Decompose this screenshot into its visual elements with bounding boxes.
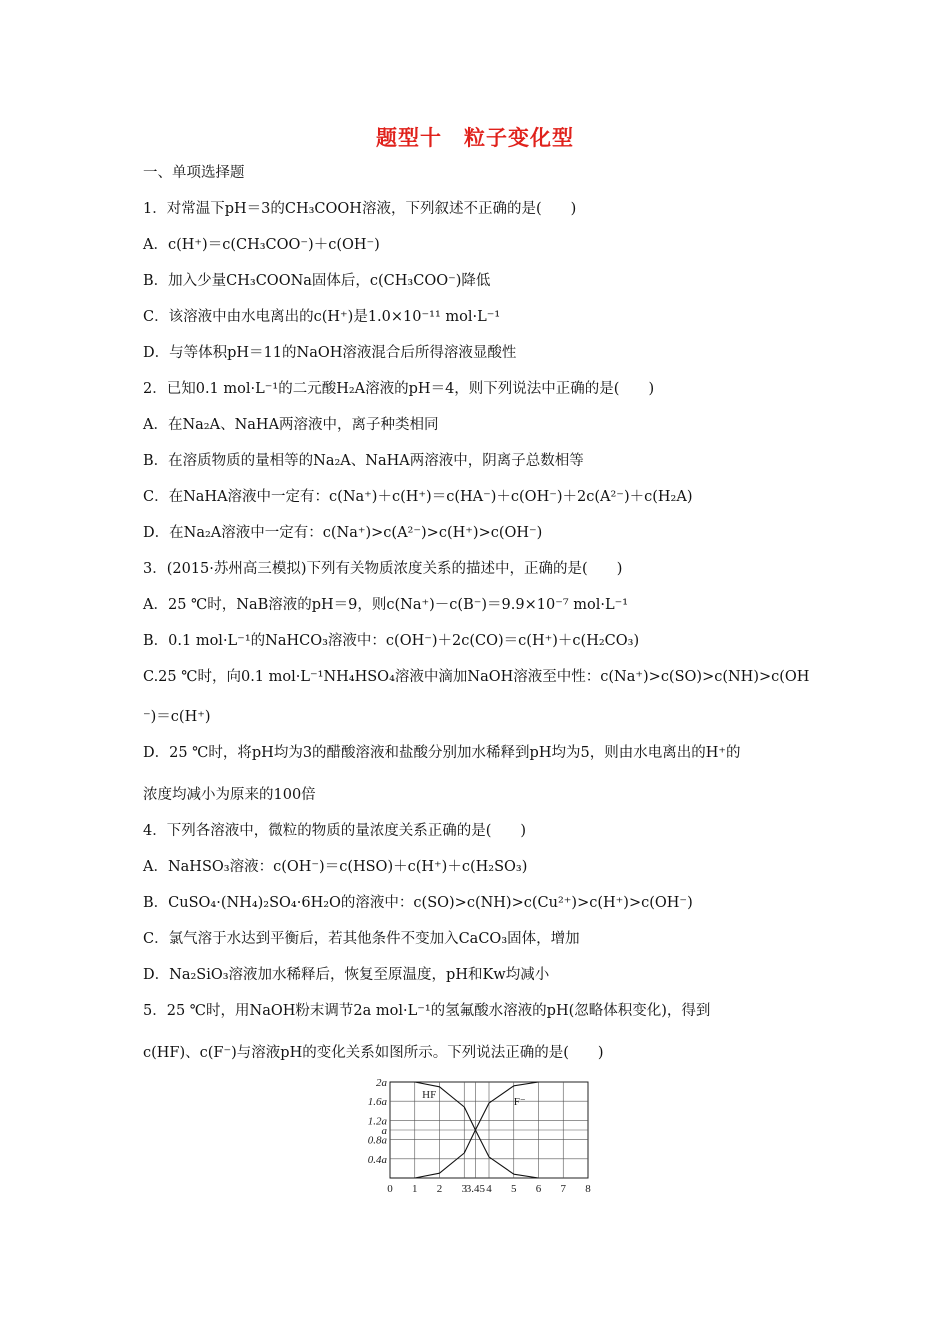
x-tick-label: 2	[436, 1183, 443, 1195]
y-tick-label: a	[381, 1125, 387, 1137]
y-tick-label: 0.4a	[367, 1153, 387, 1166]
question-1-option-c: C．该溶液中由水电离出的c(H⁺)是1.0×10⁻¹¹ mol·L⁻¹	[143, 309, 501, 325]
y-tick-label: 1.2a	[367, 1115, 387, 1128]
hf-ph-chart	[352, 1074, 602, 1203]
x-tick-label: 0	[387, 1183, 393, 1195]
page-title: 题型十 粒子变化型	[376, 126, 574, 150]
question-3-option-b: B．0.1 mol·L⁻¹的NaHCO₃溶液中：c(OH⁻)＋2c(CO)＝c(H⁺)＋c(H₂CO₃)	[143, 633, 640, 649]
question-4-option-d: D．Na₂SiO₃溶液加水稀释后，恢复至原温度，pH和Kw均减小	[143, 967, 550, 983]
series-label-f-ion: F⁻	[513, 1096, 526, 1109]
question-5-stem: 5．25 ℃时，用NaOH粉末调节2a mol·L⁻¹的氢氟酸水溶液的pH(忽略体积变化)，得到	[143, 1003, 711, 1019]
y-tick-label: 2a	[376, 1077, 387, 1089]
question-2-option-d: D．在Na₂A溶液中一定有：c(Na⁺)>c(A²⁻)>c(H⁺)>c(OH⁻)	[143, 525, 543, 541]
question-4-stem: 4．下列各溶液中，微粒的物质的量浓度关系正确的是( )	[143, 823, 527, 839]
question-1-option-b: B．加入少量CH₃COONa固体后，c(CH₃COO⁻)降低	[143, 273, 491, 289]
x-tick-label: 7	[560, 1183, 566, 1195]
question-1-option-d: D．与等体积pH＝11的NaOH溶液混合后所得溶液显酸性	[143, 345, 517, 361]
x-tick-label: 4	[486, 1183, 492, 1195]
y-tick-label: 0.8a	[367, 1134, 387, 1147]
question-2-option-c: C．在NaHA溶液中一定有：c(Na⁺)＋c(H⁺)＝c(HA⁻)＋c(OH⁻)＋2c(A²⁻)＋c(H₂A)	[143, 489, 693, 505]
question-4-option-b: B．CuSO₄·(NH₄)₂SO₄·6H₂O的溶液中：c(SO)>c(NH)>c(Cu²⁺)>c(H⁺)>c(OH⁻)	[143, 895, 693, 911]
y-tick-label: 1.6a	[367, 1096, 387, 1109]
x-tick-label: 6	[535, 1183, 542, 1195]
question-2-option-a: A．在Na₂A、NaHA两溶液中，离子种类相同	[143, 417, 439, 433]
question-3-stem: 3．(2015·苏州高三模拟)下列有关物质浓度关系的描述中，正确的是( )	[143, 561, 623, 577]
section-heading: 一、单项选择题	[143, 165, 245, 181]
x-tick-label: 1	[412, 1183, 418, 1195]
x-tick-label: 8	[585, 1183, 591, 1195]
x-tick-label: 5	[511, 1183, 517, 1195]
question-4-option-a: A．NaHSO₃溶液：c(OH⁻)＝c(HSO)＋c(H⁺)＋c(H₂SO₃)	[143, 859, 528, 875]
x-tick-label: 3.45	[465, 1183, 486, 1195]
series-label-hf: HF	[422, 1088, 437, 1101]
question-2-stem: 2．已知0.1 mol·L⁻¹的二元酸H₂A溶液的pH＝4，则下列说法中正确的是( )	[143, 381, 655, 397]
question-3-option-a: A．25 ℃时，NaB溶液的pH＝9，则c(Na⁺)－c(B⁻)＝9.9×10⁻⁷ mol·L⁻¹	[143, 597, 629, 613]
question-3-option-c: C.25 ℃时，向0.1 mol·L⁻¹NH₄HSO₄溶液中滴加NaOH溶液至中性：c(Na⁺)>c(SO)>c(NH)>c(OH	[143, 669, 810, 685]
question-5-stem-cont: c(HF)、c(F⁻)与溶液pH的变化关系如图所示。下列说法正确的是( )	[143, 1045, 604, 1061]
question-1-option-a: A．c(H⁺)＝c(CH₃COO⁻)＋c(OH⁻)	[143, 237, 380, 253]
question-3-option-d-cont: 浓度均减小为原来的100倍	[143, 787, 316, 803]
question-1-stem: 1．对常温下pH＝3的CH₃COOH溶液，下列叙述不正确的是( )	[143, 201, 577, 217]
question-2-option-b: B．在溶质物质的量相等的Na₂A、NaHA两溶液中，阴离子总数相等	[143, 453, 584, 469]
x-tick-label: 3	[461, 1183, 467, 1195]
question-3-option-c-cont: ⁻)＝c(H⁺)	[143, 709, 211, 725]
chart-svg	[352, 1074, 602, 1199]
question-3-option-d: D．25 ℃时，将pH均为3的醋酸溶液和盐酸分别加水稀释到pH均为5，则由水电离出的H⁺的	[143, 745, 741, 761]
question-4-option-c: C．氯气溶于水达到平衡后，若其他条件不变加入CaCO₃固体，增加	[143, 931, 580, 947]
